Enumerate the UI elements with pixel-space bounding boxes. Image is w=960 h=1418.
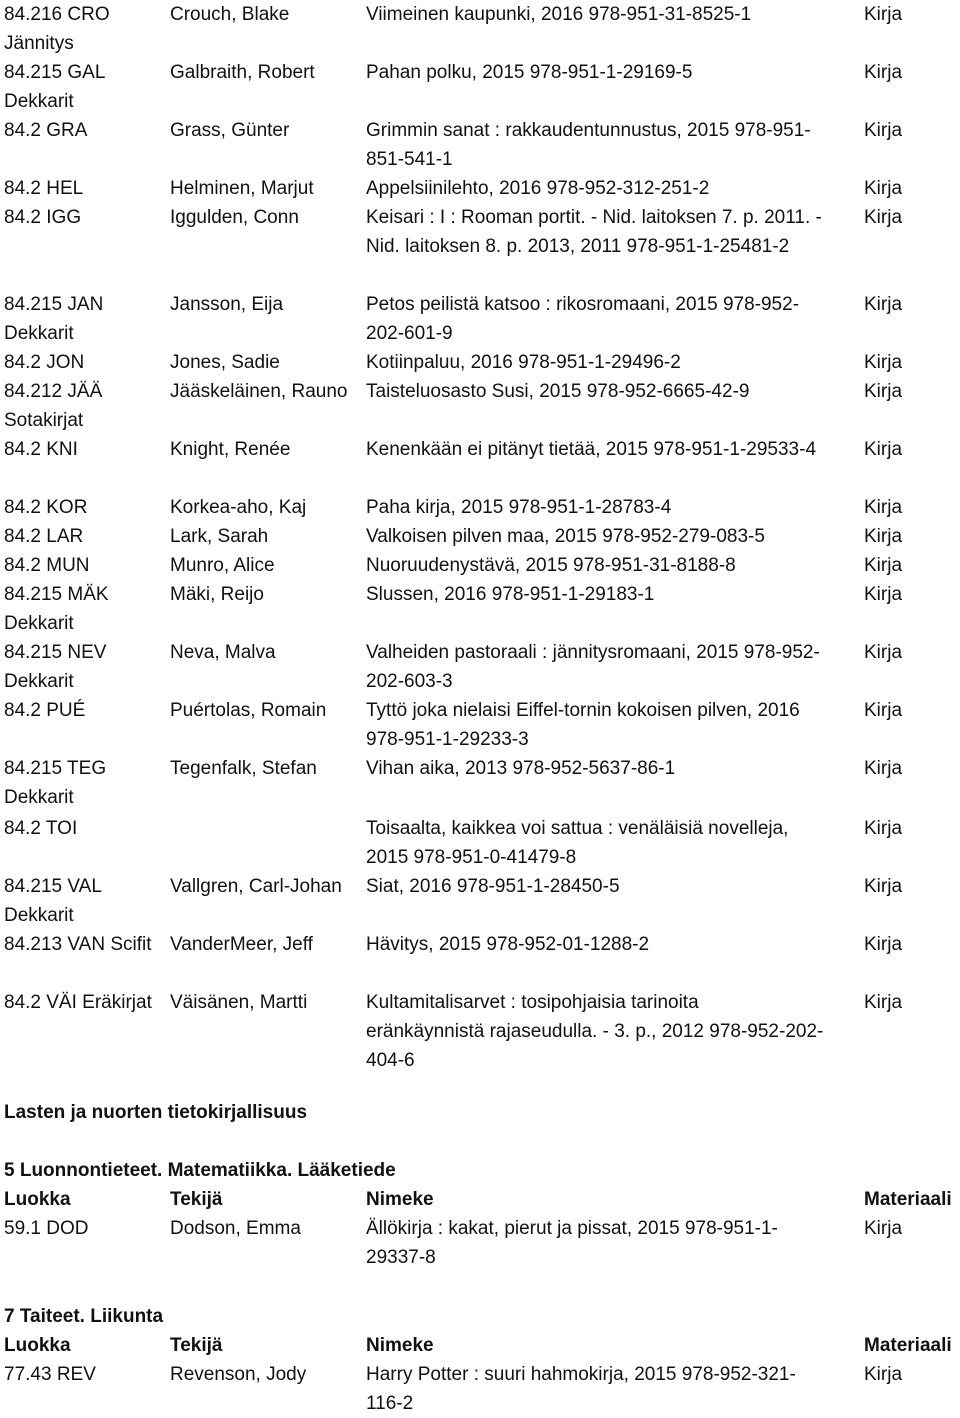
class-cell	[4, 696, 164, 725]
author-cell-line	[170, 814, 360, 843]
title-cell-line: 404-6	[366, 1050, 415, 1071]
class-cell	[4, 1360, 164, 1389]
title-cell-line: Kotiinpaluu, 2016 978-951-1-29496-2	[366, 352, 681, 373]
author-cell	[170, 814, 360, 843]
class-cell-line: Dekkarit	[4, 323, 74, 344]
class-cell	[4, 174, 164, 203]
class-cell	[4, 872, 164, 930]
material-cell-text: Kirja	[864, 381, 903, 402]
class-cell-line: 84.213 VAN Scifit	[4, 934, 152, 955]
material-cell-text: Kirja	[864, 876, 903, 897]
title-cell	[366, 348, 856, 377]
author-cell-line: Jääskeläinen, Rauno	[170, 381, 348, 402]
title-cell-line: 202-603-3	[366, 671, 453, 692]
class-cell	[4, 754, 164, 812]
class-cell-line: 84.2 VÄI Eräkirjat	[4, 992, 152, 1013]
title-cell	[366, 696, 856, 754]
title-cell	[366, 493, 856, 522]
material-cell-text: Kirja	[864, 4, 903, 25]
title-cell-line: 851-541-1	[366, 149, 453, 170]
author-cell	[170, 1360, 360, 1389]
class-cell-line: 84.2 IGG	[4, 207, 82, 228]
material-cell-text: Kirja	[864, 497, 903, 518]
class-cell-line: 84.215 GAL	[4, 62, 106, 83]
author-cell	[170, 377, 360, 406]
title-cell-line: Pahan polku, 2015 978-951-1-29169-5	[366, 62, 693, 83]
author-cell	[170, 551, 360, 580]
material-cell-text: Kirja	[864, 526, 903, 547]
class-cell-line: Dekkarit	[4, 787, 74, 808]
subsection-title-science: 5 Luonnontieteet. Matematiikka. Lääketiede	[4, 1160, 396, 1181]
author-cell	[170, 348, 360, 377]
material-cell	[864, 290, 960, 319]
author-cell	[170, 872, 360, 901]
class-cell-line: 84.2 HEL	[4, 178, 84, 199]
class-cell-line: 59.1 DOD	[4, 1218, 89, 1239]
author-cell	[170, 638, 360, 667]
author-cell-line: Jansson, Eija	[170, 294, 284, 315]
material-cell-text: Kirja	[864, 294, 903, 315]
class-cell	[4, 116, 164, 145]
material-cell-text: Kirja	[864, 178, 903, 199]
class-cell	[4, 580, 164, 638]
title-cell-line: Appelsiinilehto, 2016 978-952-312-251-2	[366, 178, 710, 199]
material-cell-text: Kirja	[864, 584, 903, 605]
title-cell-line: Kultamitalisarvet : tosipohjaisia tarinoita	[366, 992, 699, 1013]
material-cell	[864, 58, 960, 87]
author-cell	[170, 58, 360, 87]
title-cell	[366, 1360, 856, 1418]
title-cell	[366, 203, 856, 261]
material-cell-text: Kirja	[864, 439, 903, 460]
title-cell	[366, 58, 856, 87]
title-cell-line: Petos peilistä katsoo : rikosromaani, 2015 978-952-	[366, 294, 800, 315]
class-cell	[4, 377, 164, 435]
class-cell-line: Dekkarit	[4, 91, 74, 112]
class-cell-line: 77.43 REV	[4, 1364, 96, 1385]
class-cell-line: 84.2 GRA	[4, 120, 88, 141]
title-cell-line: Harry Potter : suuri hahmokirja, 2015 978-952-321-	[366, 1364, 796, 1385]
title-cell-line: 2015 978-951-0-41479-8	[366, 847, 577, 868]
header-material: Materiaali	[864, 1189, 952, 1210]
class-cell	[4, 988, 164, 1017]
header-title: Nimeke	[366, 1335, 434, 1356]
material-cell	[864, 638, 960, 667]
author-cell-line: Jones, Sadie	[170, 352, 280, 373]
material-cell	[864, 377, 960, 406]
title-cell-line: Hävitys, 2015 978-952-01-1288-2	[366, 934, 650, 955]
author-cell-line: Korkea-aho, Kaj	[170, 497, 307, 518]
class-cell	[4, 814, 164, 843]
author-cell	[170, 754, 360, 783]
header-class: Luokka	[4, 1189, 71, 1210]
title-cell-line: Viimeinen kaupunki, 2016 978-951-31-8525-1	[366, 4, 752, 25]
class-cell	[4, 1214, 164, 1243]
title-cell-line: Grimmin sanat : rakkaudentunnustus, 2015 978-951-	[366, 120, 811, 141]
title-cell-line: Valheiden pastoraali : jännitysromaani, 2015 978-952-	[366, 642, 820, 663]
class-cell-line: 84.2 LAR	[4, 526, 84, 547]
title-cell-line: Slussen, 2016 978-951-1-29183-1	[366, 584, 655, 605]
title-cell	[366, 930, 856, 959]
author-cell-line: Väisänen, Martti	[170, 992, 308, 1013]
author-cell	[170, 290, 360, 319]
author-cell-line: Mäki, Reijo	[170, 584, 264, 605]
author-cell	[170, 1214, 360, 1243]
class-cell-line: 84.215 VAL	[4, 876, 102, 897]
title-cell-line: Paha kirja, 2015 978-951-1-28783-4	[366, 497, 672, 518]
class-cell-line: 84.2 TOI	[4, 818, 78, 839]
class-cell-line: 84.2 PUÉ	[4, 700, 86, 721]
title-cell	[366, 638, 856, 696]
class-cell	[4, 638, 164, 696]
class-cell-line: Dekkarit	[4, 671, 74, 692]
class-cell	[4, 0, 164, 58]
author-cell	[170, 203, 360, 232]
class-cell-line: 84.215 MÄK	[4, 584, 109, 605]
title-cell-line: Toisaalta, kaikkea voi sattua : venäläisiä novelleja,	[366, 818, 789, 839]
header-author: Tekijä	[170, 1335, 223, 1356]
author-cell	[170, 696, 360, 725]
class-cell	[4, 58, 164, 116]
class-cell-line: Dekkarit	[4, 613, 74, 634]
material-cell-text: Kirja	[864, 992, 903, 1013]
class-cell	[4, 348, 164, 377]
class-cell-line: Dekkarit	[4, 905, 74, 926]
title-cell	[366, 872, 856, 901]
title-cell	[366, 0, 856, 29]
class-cell-line: 84.2 JON	[4, 352, 85, 373]
material-cell	[864, 1360, 960, 1389]
author-cell	[170, 988, 360, 1017]
author-cell-line: Neva, Malva	[170, 642, 276, 663]
class-cell-line: 84.215 TEG	[4, 758, 107, 779]
title-cell	[366, 522, 856, 551]
author-cell-line: Puértolas, Romain	[170, 700, 327, 721]
material-cell	[864, 435, 960, 464]
class-cell	[4, 290, 164, 348]
header-material: Materiaali	[864, 1335, 952, 1356]
title-cell-line: Vihan aika, 2013 978-952-5637-86-1	[366, 758, 676, 779]
material-cell-text: Kirja	[864, 758, 903, 779]
author-cell	[170, 930, 360, 959]
material-cell	[864, 348, 960, 377]
material-cell-text: Kirja	[864, 62, 903, 83]
header-author: Tekijä	[170, 1189, 223, 1210]
header-class: Luokka	[4, 1335, 71, 1356]
author-cell-line: Knight, Renée	[170, 439, 291, 460]
title-cell-line: Siat, 2016 978-951-1-28450-5	[366, 876, 620, 897]
author-cell	[170, 522, 360, 551]
author-cell-line: Lark, Sarah	[170, 526, 269, 547]
class-cell-line: Sotakirjat	[4, 410, 84, 431]
title-cell-line: Ällökirja : kakat, pierut ja pissat, 2015 978-951-1-	[366, 1218, 778, 1239]
author-cell	[170, 580, 360, 609]
material-cell-text: Kirja	[864, 818, 903, 839]
title-cell-line: 978-951-1-29233-3	[366, 729, 529, 750]
title-cell	[366, 988, 856, 1075]
class-cell	[4, 203, 164, 232]
material-cell	[864, 0, 960, 29]
title-cell-line: eränkäynnistä rajaseudulla. - 3. p., 2012 978-952-202-	[366, 1021, 824, 1042]
subsection-title-arts: 7 Taiteet. Liikunta	[4, 1306, 164, 1327]
title-cell	[366, 551, 856, 580]
author-cell-line: Galbraith, Robert	[170, 62, 315, 83]
author-cell-line: Crouch, Blake	[170, 4, 290, 25]
material-cell	[864, 754, 960, 783]
title-cell	[366, 377, 856, 406]
title-cell-line: Nuoruudenystävä, 2015 978-951-31-8188-8	[366, 555, 736, 576]
material-cell	[864, 116, 960, 145]
material-cell	[864, 493, 960, 522]
class-cell	[4, 930, 164, 959]
class-cell-line: 84.215 JAN	[4, 294, 104, 315]
material-cell	[864, 551, 960, 580]
class-cell-line: 84.212 JÄÄ	[4, 381, 103, 402]
material-cell	[864, 580, 960, 609]
class-cell-line: 84.2 MUN	[4, 555, 90, 576]
title-cell	[366, 580, 856, 609]
class-cell	[4, 493, 164, 522]
title-cell	[366, 290, 856, 348]
author-cell-line: Tegenfalk, Stefan	[170, 758, 317, 779]
material-cell-text: Kirja	[864, 1218, 903, 1239]
title-cell	[366, 814, 856, 872]
class-cell-line: Jännitys	[4, 33, 74, 54]
author-cell-line: Munro, Alice	[170, 555, 275, 576]
material-cell-text: Kirja	[864, 934, 903, 955]
title-cell	[366, 754, 856, 783]
title-cell-line: Nid. laitoksen 8. p. 2013, 2011 978-951-1-25481-2	[366, 236, 790, 257]
class-cell	[4, 522, 164, 551]
author-cell	[170, 0, 360, 29]
class-cell	[4, 435, 164, 464]
material-cell	[864, 522, 960, 551]
material-cell-text: Kirja	[864, 1364, 903, 1385]
material-cell	[864, 1214, 960, 1243]
author-cell-line: Dodson, Emma	[170, 1218, 301, 1239]
title-cell	[366, 174, 856, 203]
author-cell-line: Vallgren, Carl-Johan	[170, 876, 342, 897]
author-cell	[170, 493, 360, 522]
material-cell	[864, 814, 960, 843]
section-title: Lasten ja nuorten tietokirjallisuus	[4, 1102, 308, 1123]
material-cell-text: Kirja	[864, 642, 903, 663]
title-cell-line: Valkoisen pilven maa, 2015 978-952-279-083-5	[366, 526, 765, 547]
material-cell-text: Kirja	[864, 352, 903, 373]
author-cell-line: Helminen, Marjut	[170, 178, 314, 199]
author-cell	[170, 174, 360, 203]
material-cell-text: Kirja	[864, 120, 903, 141]
title-cell	[366, 435, 856, 464]
title-cell-line: Taisteluosasto Susi, 2015 978-952-6665-42-9	[366, 381, 750, 402]
title-cell-line: Kenenkään ei pitänyt tietää, 2015 978-951-1-29533-4	[366, 439, 817, 460]
title-cell-line: Tyttö joka nielaisi Eiffel-tornin kokoisen pilven, 2016	[366, 700, 800, 721]
material-cell	[864, 988, 960, 1017]
title-cell-line: 29337-8	[366, 1247, 436, 1268]
class-cell	[4, 551, 164, 580]
header-title: Nimeke	[366, 1189, 434, 1210]
material-cell	[864, 930, 960, 959]
author-cell	[170, 116, 360, 145]
title-cell-line: Keisari : I : Rooman portit. - Nid. laitoksen 7. p. 2011. -	[366, 207, 822, 228]
title-cell	[366, 116, 856, 174]
class-cell-line: 84.215 NEV	[4, 642, 107, 663]
class-cell-line: 84.216 CRO	[4, 4, 110, 25]
author-cell-line: Grass, Günter	[170, 120, 290, 141]
material-cell	[864, 203, 960, 232]
class-cell-line: 84.2 KNI	[4, 439, 78, 460]
title-cell-line: 202-601-9	[366, 323, 453, 344]
material-cell-text: Kirja	[864, 207, 903, 228]
author-cell-line: Revenson, Jody	[170, 1364, 307, 1385]
material-cell-text: Kirja	[864, 555, 903, 576]
class-cell-line: 84.2 KOR	[4, 497, 88, 518]
material-cell	[864, 872, 960, 901]
material-cell	[864, 696, 960, 725]
material-cell-text: Kirja	[864, 700, 903, 721]
author-cell-line: VanderMeer, Jeff	[170, 934, 313, 955]
author-cell	[170, 435, 360, 464]
author-cell-line: Iggulden, Conn	[170, 207, 299, 228]
title-cell	[366, 1214, 856, 1272]
material-cell	[864, 174, 960, 203]
title-cell-line: 116-2	[366, 1393, 414, 1414]
